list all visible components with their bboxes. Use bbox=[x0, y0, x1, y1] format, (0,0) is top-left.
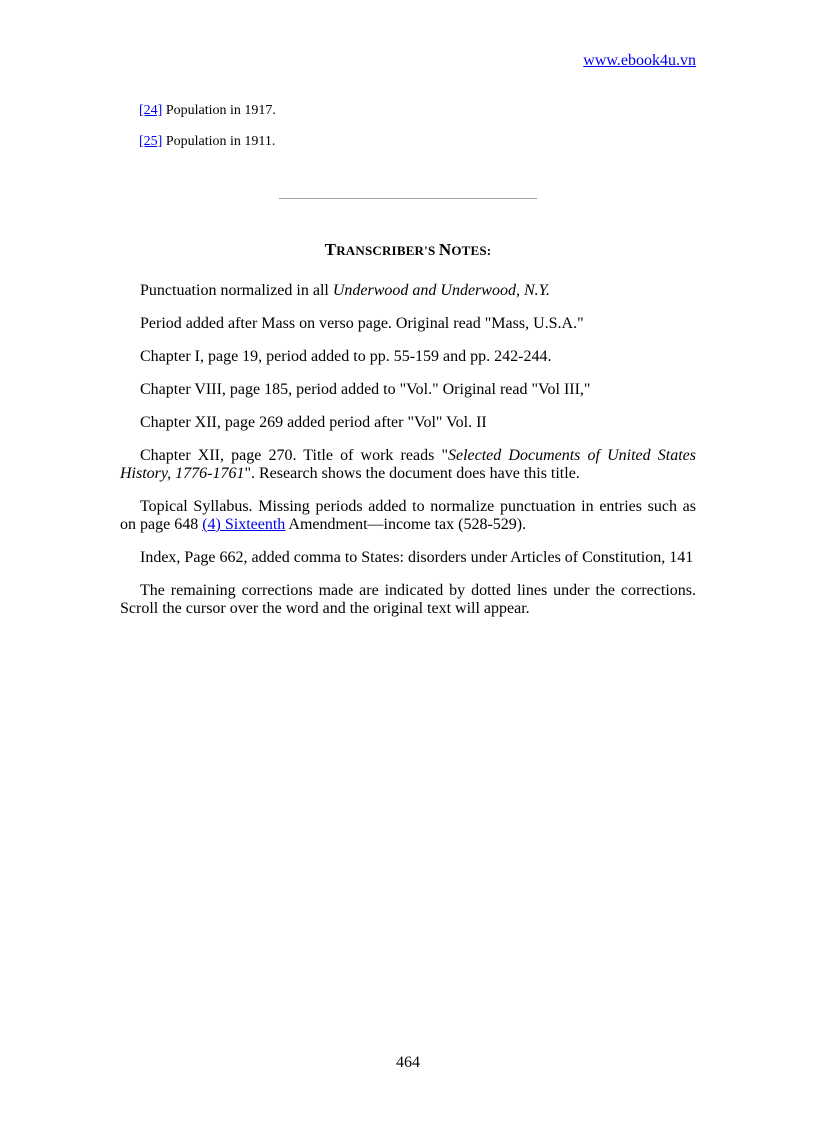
section-divider bbox=[279, 198, 537, 199]
footnote-ref-24[interactable]: [24] bbox=[139, 103, 163, 118]
note-paragraph: Topical Syllabus. Missing periods added to normalize punctuation in entries such as on page 648 (4) Sixteenth Amendment—income tax (528-529). bbox=[120, 498, 696, 533]
note-paragraph: Chapter XII, page 269 added period after "Vol" Vol. II bbox=[140, 414, 487, 431]
footnote-25 bbox=[139, 134, 275, 150]
transcribers-notes-heading: TRANSCRIBER'S NOTES: bbox=[324, 240, 492, 259]
note-paragraph: Chapter I, page 19, period added to pp. 55-159 and pp. 242-244. bbox=[140, 348, 552, 365]
sixteenth-amendment-link[interactable]: (4) Sixteenth bbox=[202, 516, 286, 533]
note-paragraph: Punctuation normalized in all Underwood and Underwood, N.Y. bbox=[140, 282, 551, 299]
page-number: 464 bbox=[396, 1054, 420, 1071]
note-paragraph: Index, Page 662, added comma to States: disorders under Articles of Constitution, 141 bbox=[140, 549, 694, 566]
note-paragraph: Chapter XII, page 270. Title of work reads "Selected Documents of United States History, 1776-1761". Research shows the document does have this title. bbox=[120, 447, 697, 482]
note-paragraph: The remaining corrections made are indicated by dotted lines under the corrections. Scroll the cursor over the word and the original text will appear. bbox=[120, 582, 696, 617]
footnote-text-24: Population in 1917. bbox=[162, 103, 276, 118]
footnote-text-25: Population in 1911. bbox=[162, 134, 276, 149]
note-paragraph: Period added after Mass on verso page. Original read "Mass, U.S.A." bbox=[140, 315, 584, 332]
note-paragraph: Chapter VIII, page 185, period added to "Vol." Original read "Vol III," bbox=[140, 381, 591, 398]
footnote-ref-25[interactable]: [25] bbox=[139, 134, 163, 149]
footnote-24 bbox=[139, 103, 276, 119]
site-link[interactable]: www.ebook4u.vn bbox=[583, 52, 696, 69]
transcribers-notes-body bbox=[120, 282, 696, 633]
